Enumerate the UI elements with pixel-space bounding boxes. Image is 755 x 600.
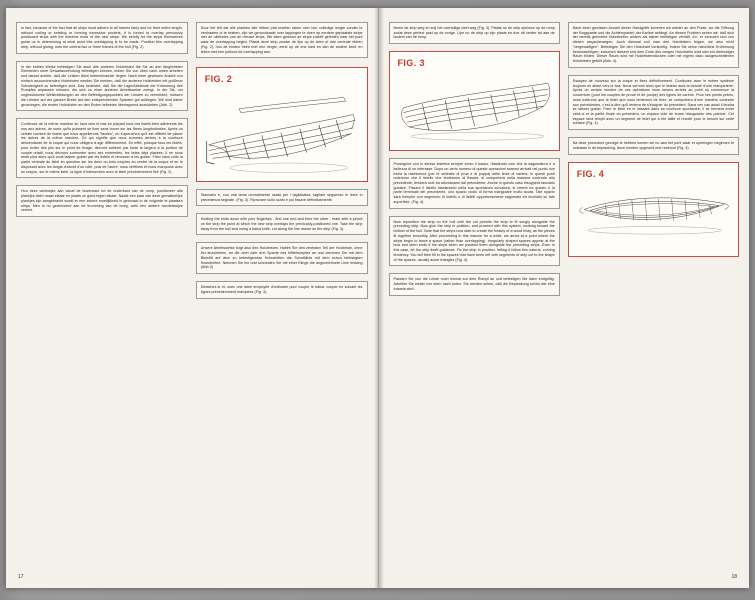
paragraph: Nach einer gewissen Anzahl dieser Handgriffe kommen wir wieder an den Punkt, wo die Öffnung der Bugspante und die Achterspante) der Karline anfängt. An diesen Punkten sehen wir, daß sich der bereits geendete Holzstreifen anders als bisher befestigen verhält, d.h. er versucht sich von diesen wegzubewegen. Auch diesmal soll man den Holzleisten folgen, sie also nicht "vergewaltigen". Befestigen Sie den Holzdraht vorsichtig. Indem Sie seine natürliche Krümmung berücksichtigen; zwischen diesem und dem Ende des vorigen Holzdrahts wird sich ein dreieckiger Raum bilden. Dieser Raum wird mit Holzleistenstücken oder mit eigens dazu ausgeschnittenen Holzleisten gefüllt (Abb. 4). [572,26,734,64]
left-column-2 [196,22,368,562]
paragraph: Essayez de nouveau sur la coque et fixez définitivement. Continuez avec le même système toujours en allant vers le bas. Nous verrons ainsi que le listeau aura la beauté d'une marqueterie. Après un certain nombre de ces opérations nous serons arrivés au point où commence la couverture (pour les couples de proue et de poupe) des lignes de carène. Pour ces points précis, nous noterons que le listel que nous tenterons de fixer, se comportera d'une manière contraire aux précédentes, c'est-à-dire qu'il tentera de s'éloigner du précédent. Dans ces cas aussi il faudra se laisser guider. Fixer le listel en le laissant dans sa courbure spontanée; il se formera entre celui-ci et la partie finale du précédent, un espace vide de forme triangulaire très pointue. Cet espace sera rempli avec un segment de listel qui a été taillé et recollé pour le besoin sur cette surface (Fig. 4). [572,78,734,126]
open-book [6,8,749,588]
text-block [16,185,188,217]
text-block [389,22,560,44]
paragraph: Staccarlo e, con una lama normalmente usata per i tagliabalsa, tagliare seguendo le linee in precedenza segnate. (Fig. 3). Riprovare sullo scafo e poi fissare definitivamente. [200,192,363,202]
text-block [568,137,739,154]
figure-3 [389,51,560,151]
paragraph: Holding the ends down with your fingertips - first one end and then the other - mark with a pencil on the strip the point at which the new strip overlaps the previously-positioned one. Take the strip away from the hull and using a balsa knife, cut along the line drawn on the strip (Fig. 3). [200,217,363,231]
figure-3-label: FIG. 3 [397,58,425,69]
spacer [568,264,739,562]
figure-3-illustration [394,70,555,146]
paragraph: Now reposition the strip on the hull until the cut permits the strip to fit snugly alongside the preceding strip. Now glue the strip in position, and proceed with this system, working toward the bottom of the hull. Note that the strips now start to create the beauty of a wood inlay, as the pieces fit together smoothly. After proceeding in this manner for a while, we arrive at a point where the strips begin to leave a space (rather than overlapping). Irregularly shaped spaces appear at the bow and stern ends if the strips when we position them alongside the preceding strips. Even in this case, let the strip itself guidance. Fix the strip in position, letting it follow this natural, curving tendency. You will then fill in the spaces that have been left with segments of strip cut to the shape of the spaces, usually acute triangles (Fig. 4). [393,219,555,262]
paragraph: In der selben Weise befestigen Sie auch alle anderen Holzleisten die Sie an den länglichsten Elementen ohne Gewaltanwendung befestigen können, indem Sie von oben nach unten arbeiten und darauf achten, daß die Leisten dicht nebeneinander liegen. Nach einer gewissen Anzahl von einfach anzuordnenden Holzleisten werden Sie merken, daß die anderen Holzleisten mit größerer Schwierigkeit zu befestigen sind. Das bedeutet, daß Sie die Lage/Abstände der Krümmung des Rumpfes anpassen müssen, die sich zu einer anderen Arbeitsweise zwingt. In der Tat, um ungewünschte Wellenbildungen an den Befestigungspunkten der Leisten zu vermeiden, müssen die Leisten auf der ganzen Breite auf den entsprechenden Spanten gut aufliegen. Wir sind daher gezwungen, die ersten Holzleisten an den Enden teilweise überlappend anzukleben (Abb. 2) [21,64,183,107]
text-block [16,118,188,178]
text-block [568,22,739,68]
paragraph: Continuez de la même manière du haut vers le bas en plaçant tous ces listels bien adhérents les uns aux autres, de sorte qu'ils puissent se fixer sans forcer sur les fibres longitudinales. Après un certain nombre de listels que nous appellerons "faciles", on s'apercevra qu'il est difficile de placer les autres de la même manière. Ce qui signifie que nous sommes arrivés à la courbure descendante de la coque qui nous obligera à agir différemment. En effet, puisque tous les listels, pour éviter des plis sur le point de fixage, devront adhérer par toute la largeur à la portion de couple relatif, nous devrons surmonter avec ses extrémités, les listes déjà placées. Il ne nous reste plus alors qu'à vous laisser guider par les listels et renoncer à les guider. Fixer sans colle la partie centrale du listel en question sur les deux ou trois couples au centre de la coque et en le disposant avec les doigts d'abord d'un côté, puis de l'autre, nous vérifions et nous marquons avec un crayon, sur le même listel, la ligne d'intersection avec le listel précédemment fixé (Fig. 2) [21,122,183,174]
text-block [196,189,368,206]
text-block [389,216,560,267]
right-page [379,8,750,588]
text-block [196,213,368,235]
text-block [196,281,368,298]
paragraph: Passieri Sie nun die Leiste noch einmal auf dem Rumpf an und befestigen Sie dann endgültig. Arbeiten Sie weiter von oben nach unten. Sie werden sehen, daß die Beplankung schön wie eine Intarsia wird. [393,277,555,291]
paragraph: Détachez-le et, avec une lame employée d'ordinaire pour couper le balsa, couper en suivant les lignes précédemment marquées (Fig. 3). [200,285,363,294]
spacer [16,224,188,562]
right-column-2 [568,22,739,562]
left-page [6,8,379,588]
paragraph: Na deze procedure gevolgd te hebben komen we nu aan het punt waar er openingen beginnen te ontstaan in de beplanking, deze worden opgevuld met resthout (Fig. 4). [572,141,734,150]
page-number-right: 18 [731,574,737,580]
figure-2-label: FIG. 2 [204,74,233,85]
page-number-left: 17 [18,574,24,580]
spacer [196,306,368,562]
text-block [389,273,560,295]
text-block [568,75,739,130]
right-page-columns [389,22,740,562]
figure-4-illustration [573,181,734,252]
paragraph: Hou deze werkwijze aan vanaf de bovenkant tot de onderkant van de romp, positioneer alle plankjes dicht naast elkaar en plaats ze goed tegen elkaar. Nadat een paar van deze gemakkelijke plankjes zijn aangebracht wordt er een zekere moeilijkheid in gebouwd in de volgorde te plaatsen strips. Men is nu gearriveerd aan de kromming van de boeg, welk een andere handelswijze vereist. [21,189,183,213]
paragraph: Proseguire con lo stesso sistema sempre verso il basso, ribadendo così che la sagomatura è a bellezza di un interasse. Dopo un certo numero di queste operazioni saremo arrivati nel punto ove inizia la rastremura (per le ordinate di prua e di poppa) delle linee di carena, in questi punti noteremo che il listello che tenteremo di fissare, si comporterà nella maniera contraria alla precedente, tenderà cioè ad allontanarsi dal precedente. Anche in questo caso bisognerà lasciarsi guidare. Fissare il listello lasciandolo nella sua spontanea curvatura, si creerà tra questo e la parte terminale del precedente, uno spazio vuoto di forma triangolare molto acuta. Tale spazio sarà riempito con segmento di listello o di listelli opportunamente sagomato ed incollato su tale superficie. (Fig. 4). [393,162,555,204]
paragraph: Unsere Arbeitsweise folgt also den Holzleisten. Halten Sie den zentralen Teil der Holzleiste, ohne ihn anzukleben, an die zwei oder drei Spante des Mittelrumpfes an und zeichnen Sie mit dem Bleistift auf dem zu befestigenden Holzstreifen die Schnittlinie mit dem schon befestigten Holzstreifen. Nehmen Sie ihn und schneiden Sie mit einer Klinge die angezeichnete Linie entlang (Abb.3) [200,246,363,270]
text-block [16,22,188,54]
text-block [389,158,560,209]
text-block [196,22,368,58]
paragraph: In fact, because of the fact that all strips must adhere to all frames fairly and for their entire length, without curling or twisting or forming excessive pockets, it is forced to overlap previously positioned strips with the extreme ends of the new strips. We strictly let the strips themselves guide us in determining at what point this overlapping is to be made. Position this overlapping strip, without gluing, onto the central two or three frames of the hull (Fig. 2) [21,26,183,49]
figure-4 [568,162,739,257]
text-block [16,61,188,112]
spacer [389,303,560,563]
book-spread [6,8,749,588]
left-page-columns [16,22,368,562]
left-column-1 [16,22,188,562]
paragraph: Door het feit dat alle planken alle ribben plat moeten raken over hun volledige lengte zonder te verdraaien of te twisten, zijn we genoodzaakt over lappingen te doen op eerdere geplaatste strips met de uiteindes van de nieuwe strips. We laten gewoon de strips zuizelf geleiden naar het punt waar de overlapping begint. Plaats deze strip zonder de lijm op de twee of drie centrale ribben (Fig. 2), hou de einden heen met een vinger, eerst op de ene kant en dan de andere kant, en teken met een potlood de overlapping aan. [200,26,363,54]
right-column-1 [389,22,560,562]
figure-4-label: FIG. 4 [576,168,605,179]
figure-2-illustration [201,86,363,176]
figure-2 [196,67,368,181]
text-block [196,242,368,274]
paragraph: Neem de strip weg en snij het overtollige deel weg (Fig. 3). Plaats nu de strip opnieuw op de romp zodat deze perfect past op de vorige. Lijm nu de strip op zijn plaats en doe dit verder tot aan de bodem van de romp. [393,26,555,40]
